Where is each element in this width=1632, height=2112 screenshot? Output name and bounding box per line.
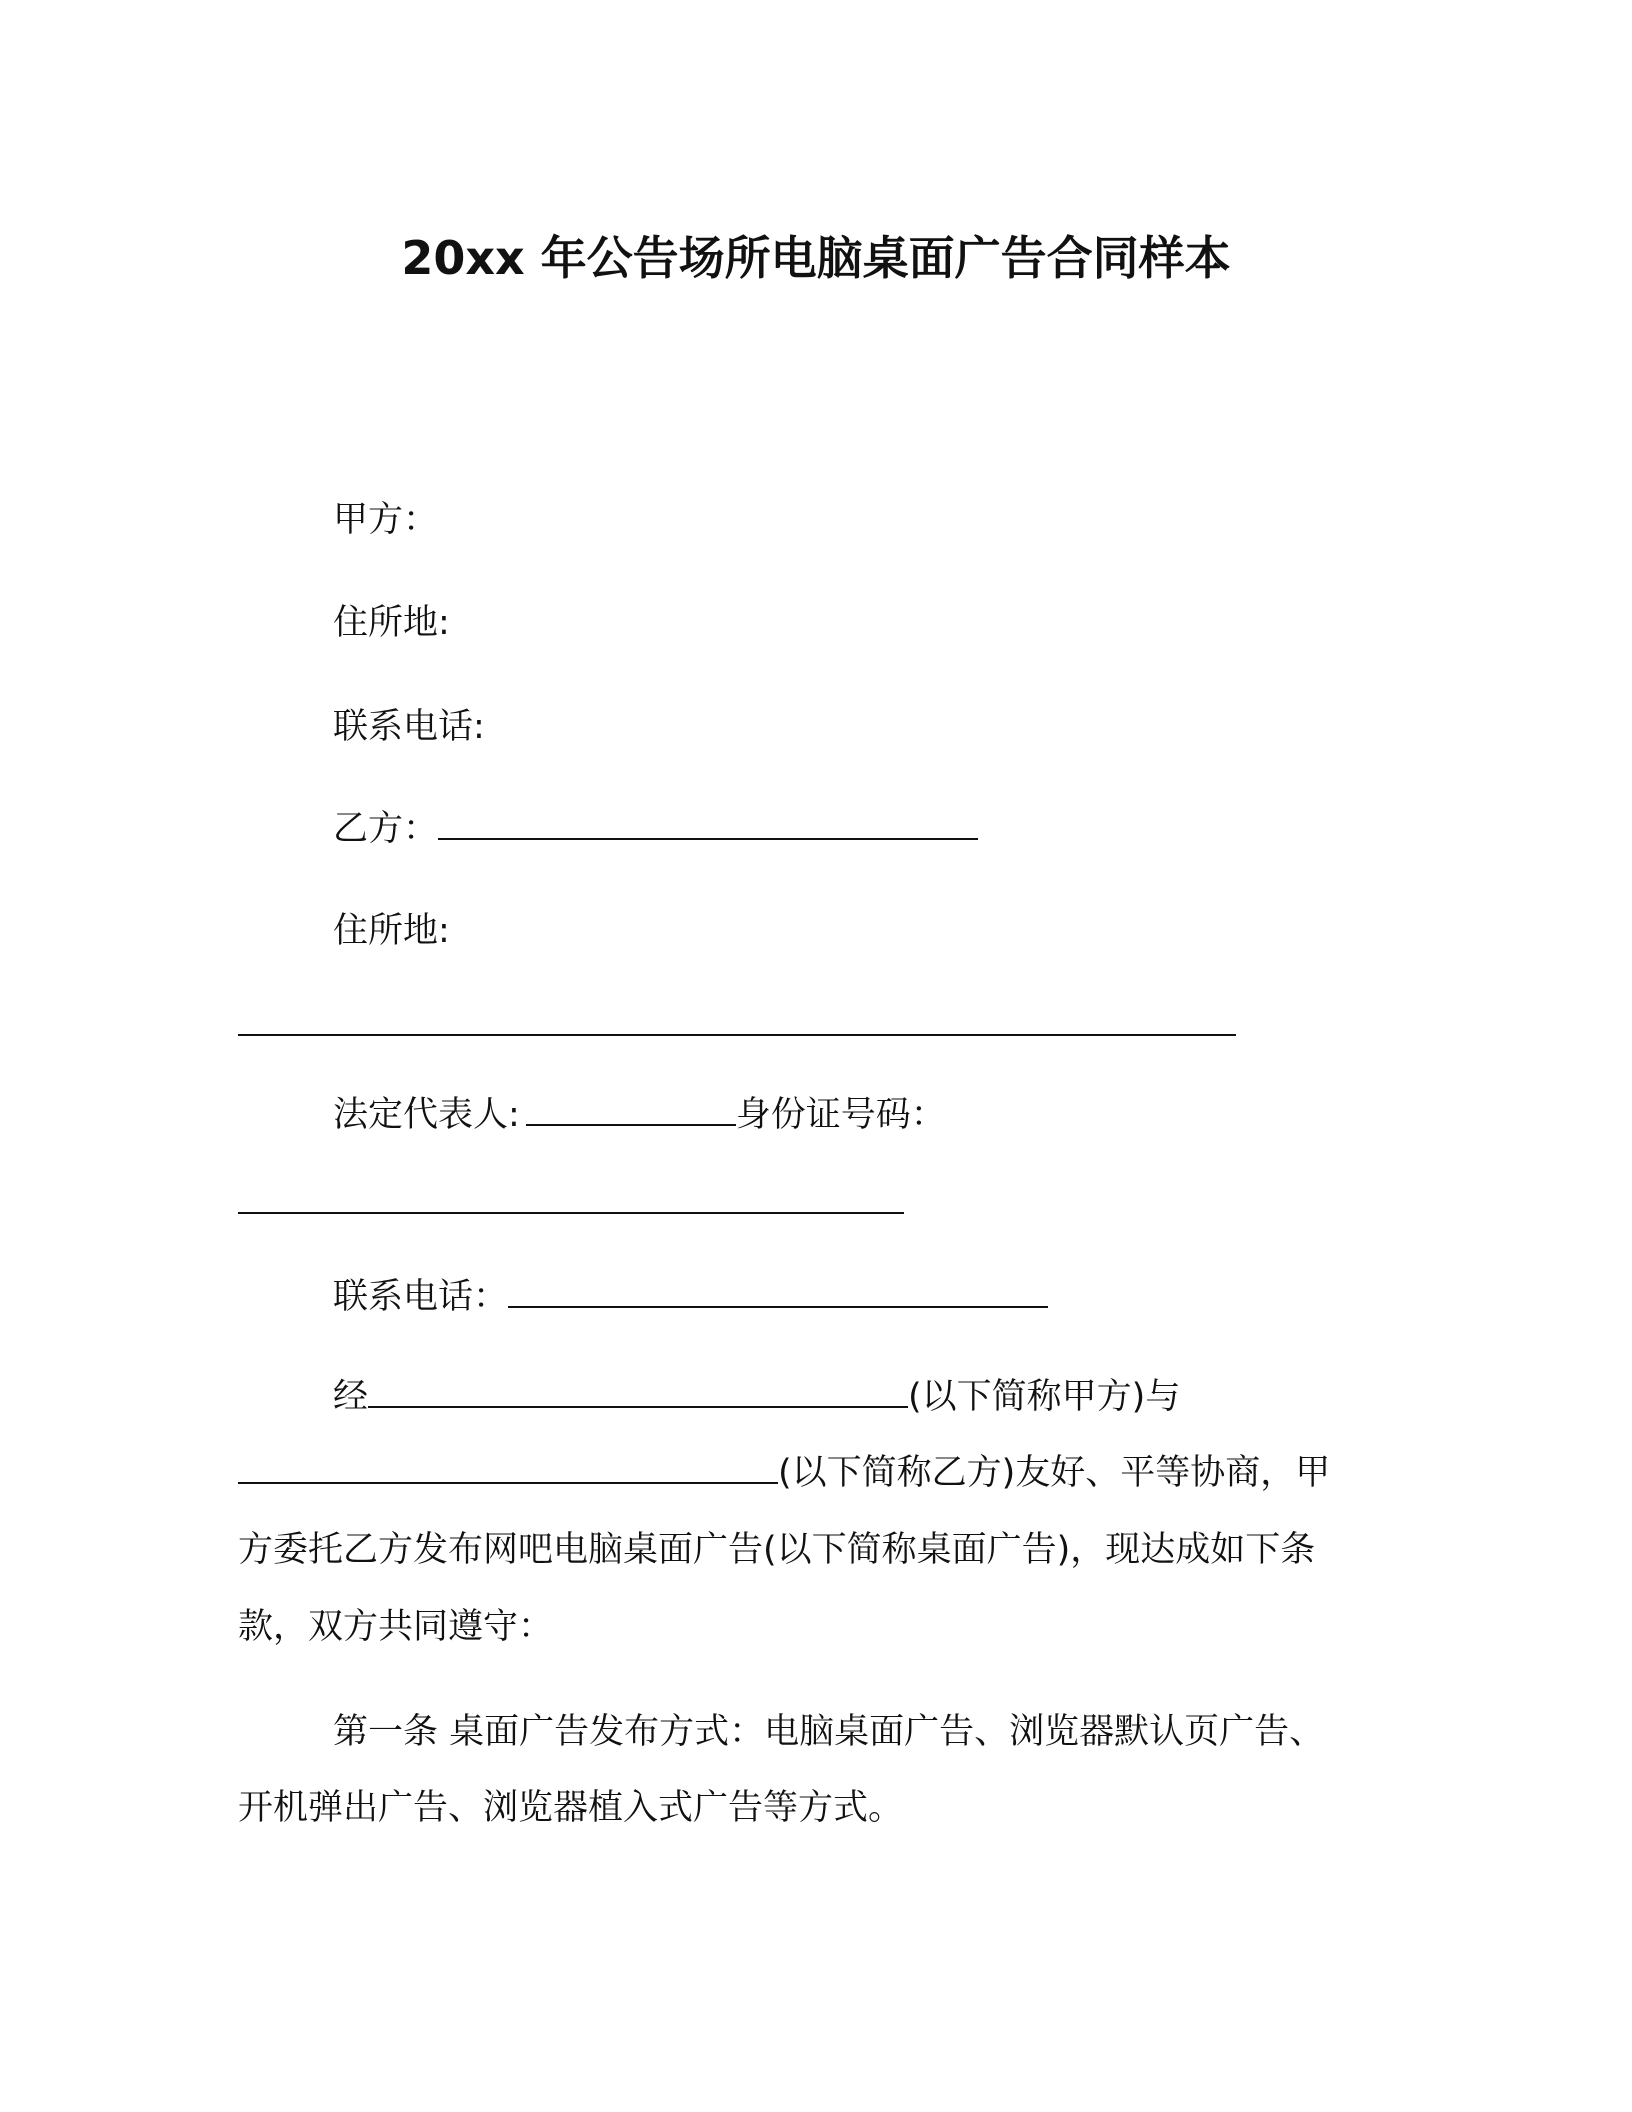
- party-b-address-blank[interactable]: [238, 1000, 1236, 1036]
- party-b-phone-label: 联系电话：: [333, 1277, 509, 1317]
- preamble-suffix-1: (以下简称甲方)与: [908, 1377, 1181, 1417]
- article-1-line-1: 第一条 桌面广告发布方式：电脑桌面广告、浏览器默认页广告、: [333, 1712, 1325, 1752]
- party-b-address-row: [238, 1000, 1236, 1050]
- party-b-row: [333, 804, 978, 854]
- party-a-address-label: 住所地:: [333, 603, 450, 643]
- party-a-phone-label: 联系电话:: [333, 707, 485, 747]
- legal-rep-row: [333, 1090, 946, 1140]
- legal-rep-label: 法定代表人:: [333, 1095, 520, 1135]
- article-1-line-2: 开机弹出广告、浏览器植入式广告等方式。: [238, 1788, 904, 1828]
- preamble-blank-1[interactable]: [368, 1372, 908, 1408]
- preamble-suffix-2: (以下简称乙方)友好、平等协商，甲: [778, 1453, 1331, 1493]
- preamble-prefix: 经: [333, 1377, 369, 1417]
- legal-rep-blank[interactable]: [526, 1090, 736, 1126]
- preamble-line-4: 款，双方共同遵守：: [238, 1607, 554, 1647]
- preamble-line-1: [333, 1372, 1180, 1422]
- preamble-line-3: 方委托乙方发布网吧电脑桌面广告(以下简称桌面广告)，现达成如下条: [238, 1530, 1316, 1570]
- preamble-line-2: [238, 1448, 1330, 1498]
- id-number-label: 身份证号码：: [735, 1095, 946, 1135]
- preamble-blank-2[interactable]: [238, 1448, 778, 1484]
- party-b-label: 乙方：: [333, 809, 439, 849]
- party-a-label: 甲方：: [333, 500, 439, 540]
- party-b-address-label: 住所地:: [333, 911, 450, 951]
- party-b-blank[interactable]: [438, 804, 978, 840]
- party-b-phone-blank[interactable]: [508, 1272, 1048, 1308]
- page-title: 20xx 年公告场所电脑桌面广告合同样本: [401, 231, 1231, 285]
- id-number-row: [238, 1178, 904, 1228]
- id-number-blank[interactable]: [238, 1178, 904, 1214]
- party-b-phone-row: [333, 1272, 1048, 1322]
